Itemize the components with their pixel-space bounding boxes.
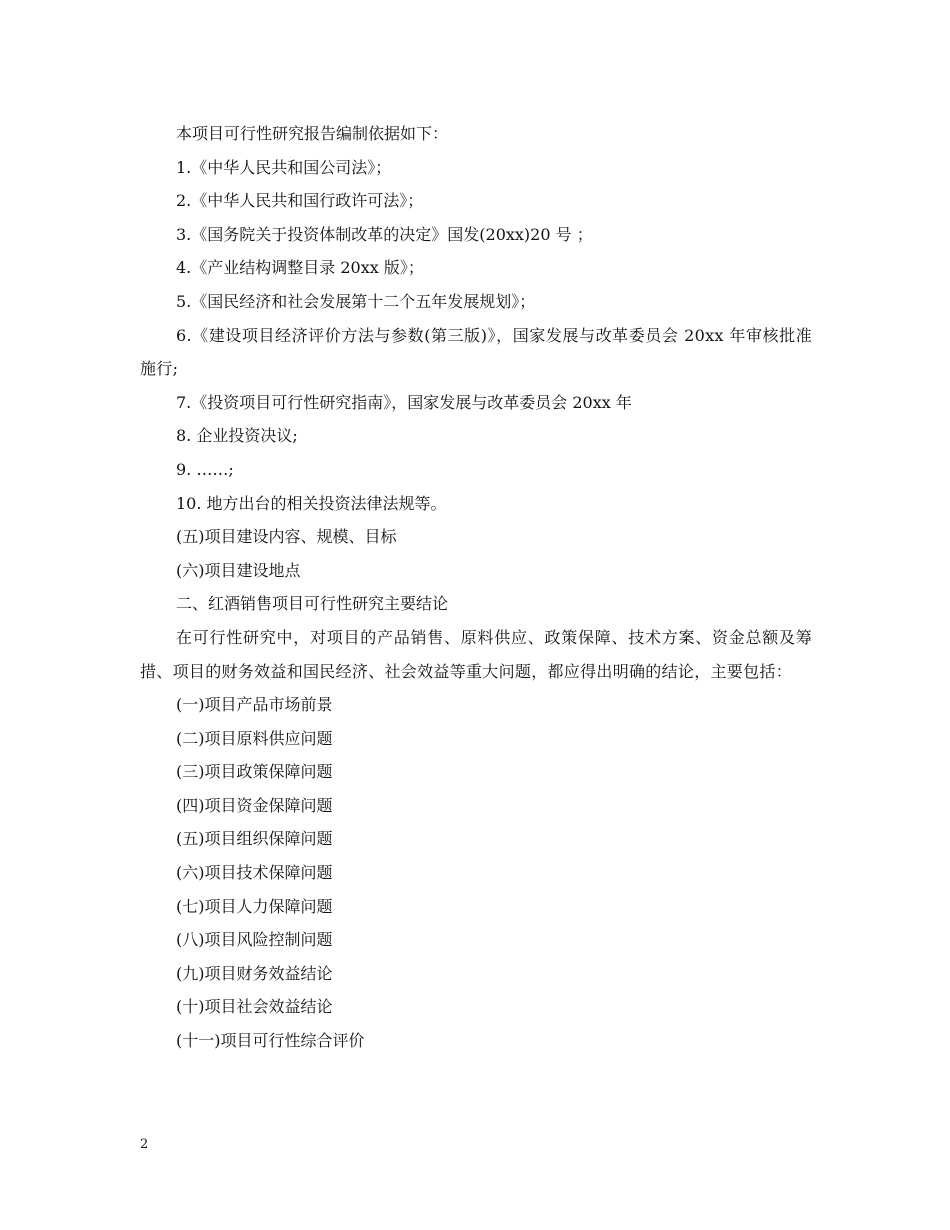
conclusion-item-9: (九)项目财务效益结论 [176,963,333,983]
basis-item-3: 3.《国务院关于投资体制改革的决定》国发(20xx)20 号 ； [176,224,593,244]
basis-item-9: 9. ……; [176,459,234,479]
basis-item-6: 6.《建设项目经济评价方法与参数(第三版)》，国家发展与改革委员会 20xx 年审核批准施行; [140,325,812,379]
conclusion-item-4: (四)项目资金保障问题 [176,795,333,815]
conclusion-item-11: (十一)项目可行性综合评价 [176,1031,365,1051]
conclusion-item-7: (七)项目人力保障问题 [176,896,333,916]
basis-item-10: 10. 地方出台的相关投资法律法规等。 [176,493,447,513]
document-body [140,117,812,1058]
conclusion-paragraph: 在可行性研究中，对项目的产品销售、原料供应、政策保障、技术方案、资金总额及筹措、项目的财务效益和国民经济、社会效益等重大问题，都应得出明确的结论，主要包括： [140,627,812,681]
section-5-heading: (五)项目建设内容、规模、目标 [176,527,397,547]
basis-item-2: 2.《中华人民共和国行政许可法》； [176,191,424,211]
basis-item-8: 8. 企业投资决议; [176,426,298,446]
intro-line: 本项目可行性研究报告编制依据如下： [176,124,449,143]
conclusion-item-2: (二)项目原料供应问题 [176,728,333,748]
conclusion-item-10: (十)项目社会效益结论 [176,997,333,1017]
basis-item-7: 7.《投资项目可行性研究指南》，国家发展与改革委员会 20xx 年 [176,392,632,412]
basis-item-5: 5.《国民经济和社会发展第十二个五年发展规划》； [176,291,536,311]
conclusion-item-5: (五)项目组织保障问题 [176,829,333,849]
chapter-2-heading: 二、红酒销售项目可行性研究主要结论 [176,594,449,614]
page-number: 2 [140,1137,149,1152]
conclusion-item-3: (三)项目政策保障问题 [176,762,333,782]
basis-item-4: 4.《产业结构调整目录 20xx 版》； [176,258,424,278]
conclusion-item-6: (六)项目技术保障问题 [176,863,333,883]
conclusion-item-8: (八)项目风险控制问题 [176,930,333,950]
basis-item-1: 1.《中华人民共和国公司法》； [176,157,392,177]
section-6-heading: (六)项目建设地点 [176,560,301,580]
conclusion-item-1: (一)项目产品市场前景 [176,695,333,715]
